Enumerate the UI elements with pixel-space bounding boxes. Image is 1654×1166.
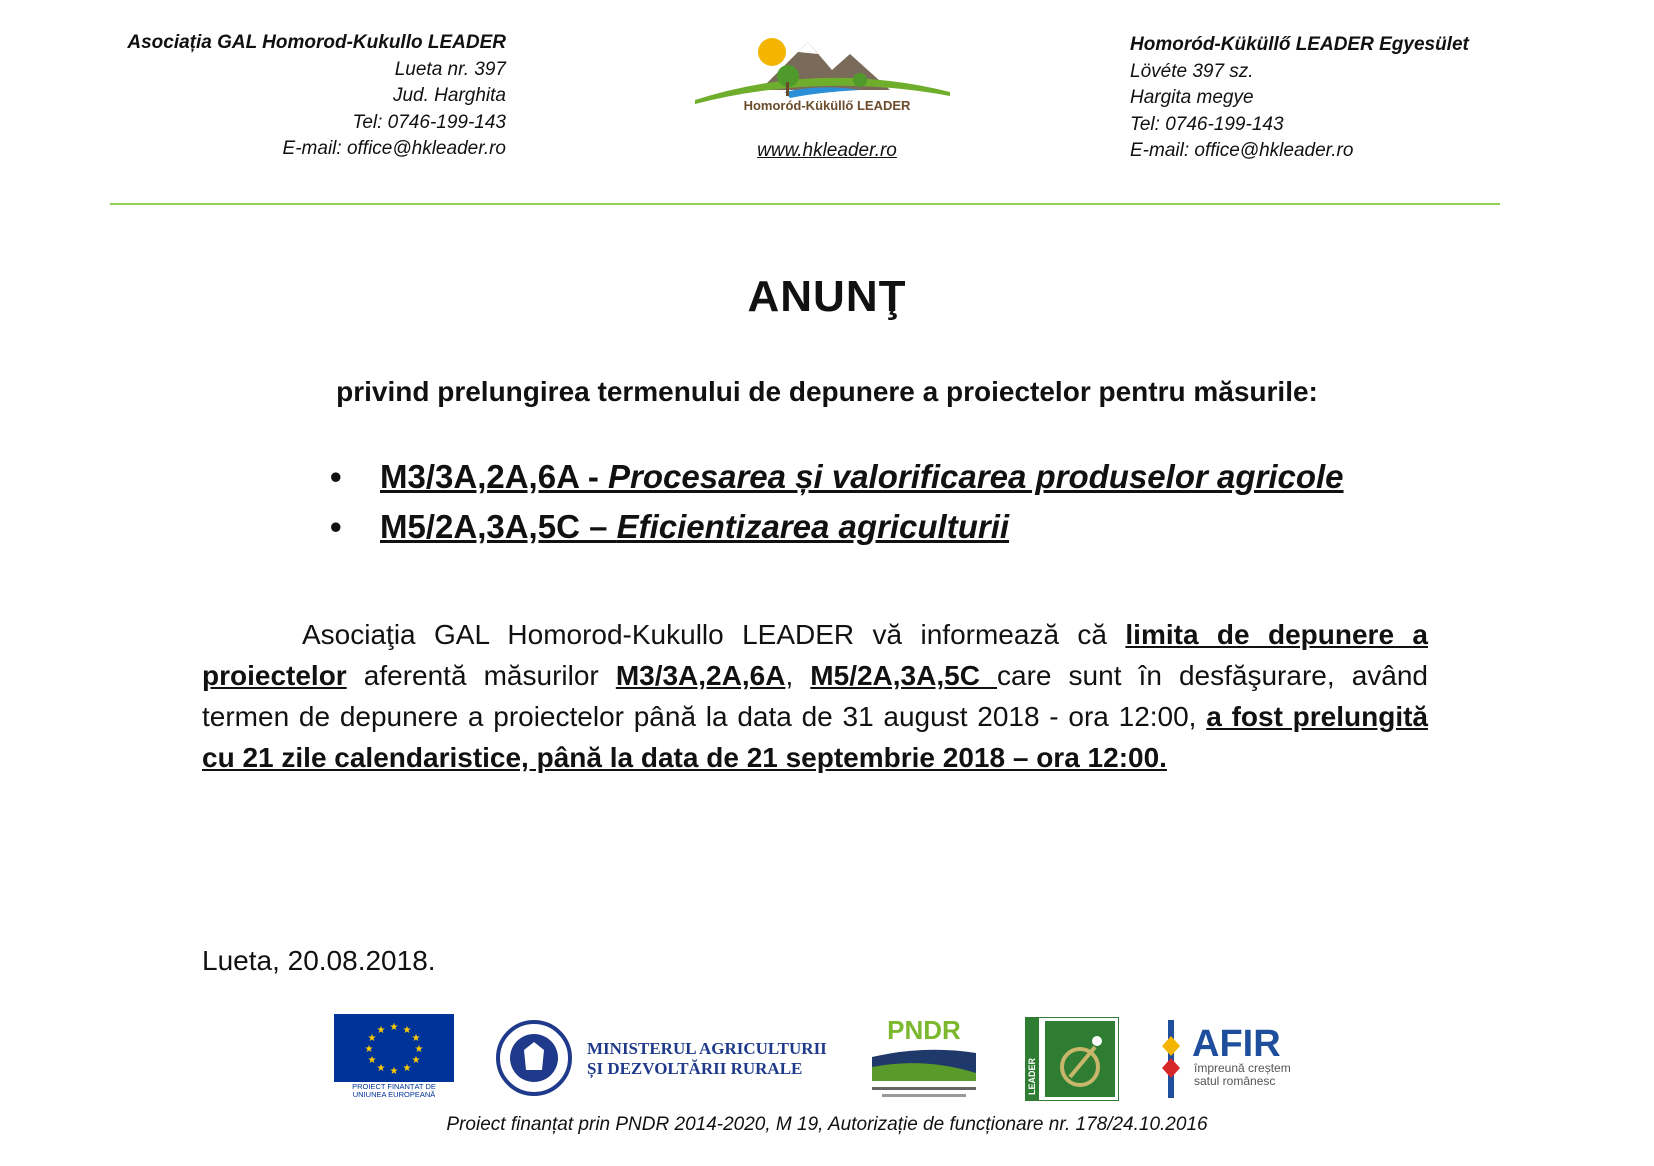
measure-code: M3/3A,2A,6A - <box>380 458 609 495</box>
header-left-phone: Tel: 0746-199-143 <box>352 111 506 133</box>
svg-text:★: ★ <box>389 1022 399 1033</box>
afir-text: AFIR <box>1192 1023 1281 1065</box>
header-right-address: Lövéte 397 sz. <box>1130 60 1254 82</box>
body-measure-code: M3/3A,2A,6A <box>615 660 786 691</box>
header-right-contact <box>1130 32 1469 165</box>
measure-item <box>330 508 1009 546</box>
pndr-logo <box>868 1017 980 1101</box>
body-emphasis: limita de depunere a proiectelor <box>202 619 1428 691</box>
measure-item <box>330 458 1344 496</box>
bullet-icon: • <box>330 458 342 495</box>
header-right-org: Homoród-Küküllő LEADER Egyesület <box>1130 34 1469 55</box>
header-right-email: E-mail: office@hkleader.ro <box>1130 140 1354 161</box>
svg-text:★: ★ <box>367 1033 377 1044</box>
body-measure-code: M5/2A,3A,5C <box>810 660 997 691</box>
body-text: , <box>785 660 811 691</box>
afir-slogan: împreună creștem <box>1194 1061 1291 1075</box>
svg-text:★: ★ <box>414 1044 424 1055</box>
svg-text:★: ★ <box>364 1044 374 1055</box>
body-emphasis: a fost prelungită cu 21 zile calendaristice, până la data de 21 septembrie 2018 – ora 12:00. <box>202 701 1428 773</box>
website-link[interactable]: www.hkleader.ro <box>757 140 897 161</box>
body-text: aferentă măsurilor <box>346 660 616 691</box>
date-line: Lueta, 20.08.2018. <box>202 945 436 976</box>
afir-logo <box>1160 1016 1320 1102</box>
svg-text:★: ★ <box>376 1025 386 1036</box>
gal-logo <box>690 32 965 124</box>
gal-logo-text: Homoród-Küküllő LEADER <box>743 98 911 113</box>
page-title: ANUNŢ <box>747 272 907 321</box>
ministry-name: MINISTERUL AGRICULTURII <box>587 1039 827 1058</box>
header-left-county: Jud. Harghita <box>392 85 506 106</box>
measure-name: Procesarea și valorificarea produselor agricole <box>608 458 1344 495</box>
page-subtitle: privind prelungirea termenului de depunere a proiectelor pentru măsurile: <box>336 376 1318 407</box>
announcement-body <box>202 614 1428 778</box>
svg-text:★: ★ <box>367 1055 377 1066</box>
svg-text:★: ★ <box>411 1033 421 1044</box>
svg-text:★: ★ <box>411 1055 421 1066</box>
header-left-email: E-mail: office@hkleader.ro <box>282 138 506 159</box>
eu-caption: PROIECT FINANȚAT DE <box>352 1082 436 1091</box>
header-left-org: Asociația GAL Homorod-Kukullo LEADER <box>127 32 506 53</box>
ministry-logo <box>492 1018 842 1096</box>
eu-flag-logo <box>334 1014 454 1098</box>
ministry-name: ȘI DEZVOLTĂRII RURALE <box>587 1059 803 1078</box>
measure-name: Eficientizarea agriculturii <box>616 508 1010 545</box>
body-text: care sunt în desfăşurare, având termen de depunere a proiectelor până la data de 31 august 2018 - ora 12:00, <box>202 660 1428 732</box>
svg-text:★: ★ <box>402 1025 412 1036</box>
leader-logo <box>1025 1017 1119 1101</box>
eu-caption: UNIUNEA EUROPEANĂ <box>352 1090 436 1098</box>
header-divider <box>110 203 1500 205</box>
afir-slogan: satul românesc <box>1194 1074 1276 1088</box>
svg-text:★: ★ <box>402 1063 412 1074</box>
bullet-icon: • <box>330 508 342 545</box>
body-text: Asociaţia GAL Homorod-Kukullo LEADER vă informează că <box>302 619 1126 650</box>
header-left-address: Lueta nr. 397 <box>394 58 506 80</box>
footer-funding-note: Proiect finanțat prin PNDR 2014-2020, M 19, Autorizație de funcționare nr. 178/24.10.2016 <box>446 1114 1208 1135</box>
leader-text: LEADER <box>1027 1057 1037 1095</box>
measure-code: M5/2A,3A,5C – <box>380 508 617 545</box>
svg-text:★: ★ <box>389 1066 399 1077</box>
header-right-phone: Tel: 0746-199-143 <box>1130 113 1284 135</box>
pndr-text: PNDR <box>887 1017 961 1045</box>
svg-text:★: ★ <box>376 1063 386 1074</box>
header-right-county: Hargita megye <box>1130 87 1254 108</box>
